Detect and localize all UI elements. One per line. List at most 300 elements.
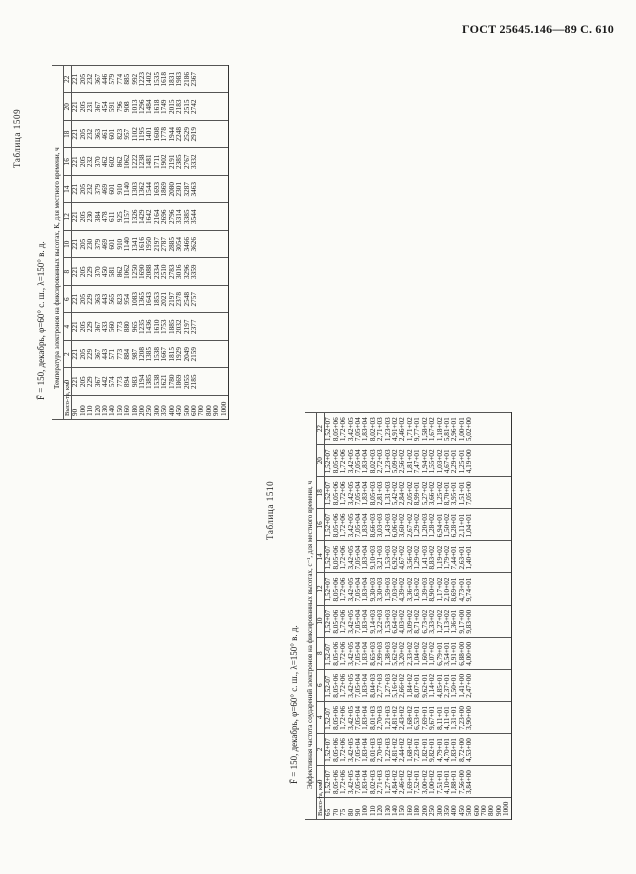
cell-value: 230 xyxy=(86,238,95,250)
cell-value: 8,04+03 xyxy=(368,673,377,698)
height-value: 70 xyxy=(331,808,340,816)
hour-header: 10 xyxy=(317,605,325,637)
cell-value: 1690 xyxy=(138,264,147,279)
height-value: 90 xyxy=(354,808,363,816)
cell-value: 221 xyxy=(71,348,80,360)
cell-value: 1157 xyxy=(123,209,132,224)
cell-value: 2,67+02 xyxy=(405,513,414,538)
cell-value: 1950 xyxy=(145,237,154,252)
cell-value: 5,42+02 xyxy=(391,481,400,506)
cell-value: 8,05+06 xyxy=(331,641,340,666)
cell-value: 4,67+01 xyxy=(442,449,451,474)
cell-value: 1,83+04 xyxy=(361,770,370,794)
cell-value: 823 xyxy=(115,293,124,305)
cell-value: 2186 xyxy=(182,72,191,87)
cell-value: 221 xyxy=(71,376,80,388)
cell-value: 1,72+06 xyxy=(339,545,348,570)
cell-value: 1642 xyxy=(145,209,154,224)
cell-value: 4,53+00 xyxy=(465,738,474,762)
hour-header: 20 xyxy=(64,93,72,121)
cell-value: 1,27+03 xyxy=(383,770,392,794)
cell-value: 231 xyxy=(86,101,95,113)
cell-value: 7,05+04 xyxy=(354,449,363,474)
cell-value: 8,71+02 xyxy=(413,609,422,634)
cell-value: 1,41+03 xyxy=(420,545,429,570)
cell-value: 2529 xyxy=(182,127,191,142)
cell-value: 6,94+01 xyxy=(435,513,444,538)
cell-value: 2015 xyxy=(167,99,176,114)
cell-value: 8,05+06 xyxy=(331,449,340,474)
cell-value: 1,04+01 xyxy=(465,513,474,538)
height-value: 400 xyxy=(450,805,459,816)
page-header: ГОСТ 25645.146—89 С. 610 xyxy=(462,22,614,36)
cell-value: 2164 xyxy=(152,209,161,224)
hour-header: 0 xyxy=(64,368,72,396)
cell-value: 3054 xyxy=(175,237,184,252)
cell-value: 229 xyxy=(86,293,95,305)
cell-value: 205 xyxy=(78,211,87,223)
cell-value: 1,84+02 xyxy=(405,673,414,698)
cell-value: 469 xyxy=(101,183,110,195)
cell-value: 1,83+01 xyxy=(450,738,459,762)
height-value: 900 xyxy=(494,805,503,816)
table-caption: Эффективная частота соударений электронов на фиксированных высотах, с⁻¹, для местного времени, ч xyxy=(305,413,317,820)
cell-value: 2088 xyxy=(145,264,154,279)
cell-value: 2696 xyxy=(160,209,169,224)
cell-value: 454 xyxy=(101,101,110,113)
cell-value: 3626 xyxy=(189,237,198,252)
cell-value: 461 xyxy=(101,128,110,140)
cell-value: 601 xyxy=(108,128,117,140)
cell-value: 1853 xyxy=(152,292,161,307)
cell-value: 1102 xyxy=(130,127,139,142)
cell-value: 1,52+07 xyxy=(324,481,333,506)
cell-value: 205 xyxy=(78,266,87,278)
cell-value: 2185 xyxy=(189,374,198,389)
height-value: 200 xyxy=(420,805,429,816)
cell-value: 6,28+01 xyxy=(450,513,459,538)
cell-value: 1,53+03 xyxy=(383,545,392,570)
height-value: 100 xyxy=(361,805,370,816)
cell-value: 2080 xyxy=(167,182,176,197)
cell-value: 1,60+02 xyxy=(420,641,429,666)
cell-value: 1223 xyxy=(138,72,147,87)
cell-value: 1,40+01 xyxy=(465,545,474,570)
hour-header: 0 xyxy=(317,765,325,797)
cell-value: 987 xyxy=(130,348,139,360)
cell-value: 5,02+00 xyxy=(465,417,474,442)
cell-value: 3,42+05 xyxy=(346,609,355,634)
cell-value: 221 xyxy=(71,183,80,195)
cell-value: 8,11+01 xyxy=(435,706,444,730)
cell-value: 5,09+02 xyxy=(391,449,400,474)
cell-value: 6,64+02 xyxy=(391,609,400,634)
cell-value: 2,46+02 xyxy=(398,770,407,794)
cell-value: 591 xyxy=(108,101,117,113)
height-value: 160 xyxy=(405,805,414,816)
cell-value: 7,47+01 xyxy=(413,449,422,474)
height-value: 700 xyxy=(197,405,206,416)
cell-value: 1929 xyxy=(175,347,184,362)
cell-value: 7,23+00 xyxy=(457,706,466,730)
cell-value: 1,03+02 xyxy=(435,449,444,474)
cell-value: 1693 xyxy=(152,182,161,197)
cell-value: 2787 xyxy=(160,237,169,252)
cell-value: 1,72+06 xyxy=(339,770,348,794)
hour-header: 22 xyxy=(317,413,325,445)
height-value: 140 xyxy=(108,405,117,416)
cell-value: 2377 xyxy=(189,319,198,334)
cell-value: 7,51+01 xyxy=(435,770,444,794)
cell-value: 1,83+04 xyxy=(361,481,370,506)
cell-value: 8,02+03 xyxy=(368,449,377,474)
cell-value: 1,52+07 xyxy=(324,417,333,442)
cell-value: 370 xyxy=(93,266,102,278)
cell-value: 8,05+03 xyxy=(368,481,377,506)
cell-value: 1481 xyxy=(145,154,154,169)
cell-value: 611 xyxy=(108,211,117,223)
height-value: 250 xyxy=(145,405,154,416)
cell-value: 1,31+03 xyxy=(383,481,392,506)
height-value: 250 xyxy=(428,805,437,816)
cell-value: 232 xyxy=(86,73,95,85)
cell-value: 1,20+03 xyxy=(420,513,429,538)
cell-value: 880 xyxy=(123,321,132,333)
cell-value: 3287 xyxy=(182,182,191,197)
value-column xyxy=(72,258,229,286)
cell-value: 8,05+06 xyxy=(331,577,340,602)
cell-value: 2183 xyxy=(175,99,184,114)
height-value: 200 xyxy=(138,405,147,416)
cell-value: 1,83+04 xyxy=(361,513,370,538)
cell-value: 2191 xyxy=(167,154,176,169)
cell-value: 1,29+02 xyxy=(413,513,422,538)
cell-value: 1,31+01 xyxy=(450,706,459,730)
cell-value: 1,41+00 xyxy=(457,673,466,698)
table-title: F̄ = 150, декабрь, φ=60° с. ш., λ=150° в. д. xyxy=(289,625,299,784)
hour-header: 2 xyxy=(64,341,72,369)
cell-value: 7,56+00 xyxy=(457,770,466,794)
height-value: 120 xyxy=(376,805,385,816)
cell-value: 1,18+02 xyxy=(435,417,444,442)
cell-value: 1869 xyxy=(160,182,169,197)
hour-header: 4 xyxy=(317,701,325,733)
cell-value: 1,38+03 xyxy=(383,641,392,666)
cell-value: 8,05+06 xyxy=(331,545,340,570)
table-title: F̄ = 150, декабрь, φ=60° с. ш., λ=150° в. д. xyxy=(36,241,46,400)
height-header: Высо-та, км xyxy=(64,396,72,420)
cell-value: 1,72+06 xyxy=(339,641,348,666)
cell-value: 2757 xyxy=(189,292,198,307)
cell-value: 925 xyxy=(115,211,124,223)
cell-value: 2,81+03 xyxy=(376,481,385,506)
cell-value: 7,05+04 xyxy=(354,481,363,506)
cell-value: 1,72+06 xyxy=(339,609,348,634)
cell-value: 885 xyxy=(123,73,132,85)
cell-value: 1,50+01 xyxy=(450,673,459,698)
cell-value: 3,66+02 xyxy=(428,481,437,506)
cell-value: 5,27+02 xyxy=(420,481,429,506)
cell-value: 1,04+02 xyxy=(413,641,422,666)
hour-header: 18 xyxy=(317,477,325,509)
cell-value: 9,10+03 xyxy=(368,545,377,570)
cell-value: 2367 xyxy=(189,72,198,87)
value-column xyxy=(325,605,511,637)
cell-value: 1296 xyxy=(138,99,147,114)
cell-value: 1,82+01 xyxy=(420,738,429,762)
cell-value: 1195 xyxy=(138,127,147,142)
table-1509 xyxy=(52,65,229,420)
cell-value: 2,29+01 xyxy=(450,449,459,474)
cell-value: 8,99+01 xyxy=(413,481,422,506)
cell-value: 910 xyxy=(115,183,124,195)
cell-value: 478 xyxy=(101,211,110,223)
cell-value: 2,33+02 xyxy=(405,641,414,666)
cell-value: 579 xyxy=(108,73,117,85)
cell-value: 232 xyxy=(86,183,95,195)
cell-value: 9,82+01 xyxy=(428,738,437,762)
height-value: 800 xyxy=(204,405,213,416)
cell-value: 1643 xyxy=(145,292,154,307)
cell-value: 3,56+02 xyxy=(405,545,414,570)
cell-value: 229 xyxy=(86,266,95,278)
cell-value: 1,27+02 xyxy=(435,609,444,634)
cell-value: 1062 xyxy=(123,154,132,169)
value-column xyxy=(72,148,229,176)
cell-value: 1885 xyxy=(167,319,176,334)
cell-value: 4,91+02 xyxy=(391,417,400,442)
value-column xyxy=(325,573,511,605)
cell-value: 7,05+04 xyxy=(354,577,363,602)
cell-value: 1326 xyxy=(130,209,139,224)
cell-value: 7,03+02 xyxy=(391,577,400,602)
cell-value: 1,52+07 xyxy=(324,738,333,762)
cell-value: 1,72+06 xyxy=(339,706,348,730)
cell-value: 3,42+05 xyxy=(346,641,355,666)
cell-value: 2,77+03 xyxy=(376,673,385,698)
cell-value: 1,91+01 xyxy=(450,641,459,666)
cell-value: 1140 xyxy=(123,237,132,252)
cell-value: 894 xyxy=(123,376,132,388)
cell-value: 5,81+01 xyxy=(442,417,451,442)
cell-value: 1,94+02 xyxy=(420,449,429,474)
cell-value: 7,05+04 xyxy=(354,641,363,666)
cell-value: 1222 xyxy=(130,154,139,169)
cell-value: 1608 xyxy=(152,127,161,142)
cell-value: 205 xyxy=(78,293,87,305)
cell-value: 469 xyxy=(101,238,110,250)
cell-value: 1,17+02 xyxy=(435,577,444,602)
cell-value: 1,81+02 xyxy=(405,449,414,474)
cell-value: 379 xyxy=(93,183,102,195)
cell-value: 7,05+04 xyxy=(354,770,363,794)
cell-value: 363 xyxy=(93,293,102,305)
cell-value: 1,63+02 xyxy=(413,577,422,602)
cell-value: 2021 xyxy=(160,292,169,307)
cell-value: 1,52+07 xyxy=(324,513,333,538)
cell-value: 5,16+02 xyxy=(391,673,400,698)
cell-value: 6,06+02 xyxy=(391,513,400,538)
value-column xyxy=(325,541,511,573)
cell-value: 8,72+00 xyxy=(457,738,466,762)
cell-value: 3,95+01 xyxy=(450,481,459,506)
cell-value: 2,43+02 xyxy=(398,706,407,730)
cell-value: 229 xyxy=(86,376,95,388)
cell-value: 1,68+02 xyxy=(405,706,414,730)
cell-value: 1365 xyxy=(138,292,147,307)
cell-value: 1667 xyxy=(160,347,169,362)
cell-value: 2301 xyxy=(175,182,184,197)
table-caption: Температура электронов на фиксированных высотах, К, для местного времени, ч xyxy=(52,66,64,420)
cell-value: 3,84+00 xyxy=(465,770,474,794)
cell-value: 1616 xyxy=(138,237,147,252)
cell-value: 221 xyxy=(71,101,80,113)
cell-value: 1,52-07 xyxy=(324,643,333,666)
height-value: 180 xyxy=(413,805,422,816)
value-column xyxy=(325,765,511,797)
cell-value: 796 xyxy=(115,101,124,113)
cell-value: 221 xyxy=(71,266,80,278)
cell-value: 2,44+02 xyxy=(398,738,407,762)
cell-value: 7,05+04 xyxy=(354,673,363,698)
cell-value: 1,27+03 xyxy=(383,673,392,698)
cell-value: 3,60+02 xyxy=(398,513,407,538)
cell-value: 1,52+07 xyxy=(324,449,333,474)
cell-value: 1,52+07 xyxy=(324,545,333,570)
hour-header: 6 xyxy=(64,286,72,314)
cell-value: 8,69+01 xyxy=(450,577,459,602)
cell-value: 823 xyxy=(115,128,124,140)
cell-value: 4,67+02 xyxy=(398,545,407,570)
cell-value: 3,42+05 xyxy=(346,545,355,570)
cell-value: 462 xyxy=(101,156,110,168)
cell-value: 3016 xyxy=(175,264,184,279)
height-value: 350 xyxy=(442,805,451,816)
cell-value: 9,17+00 xyxy=(457,609,466,634)
cell-value: 2032 xyxy=(175,319,184,334)
cell-value: 2796 xyxy=(167,209,176,224)
cell-value: 1,83+04 xyxy=(361,417,370,442)
cell-value: 7,05+00 xyxy=(465,481,474,506)
cell-value: 3314 xyxy=(175,209,184,224)
cell-value: 8,02+03 xyxy=(368,770,377,794)
cell-value: 1,72+06 xyxy=(339,481,348,506)
cell-value: 1,23+03 xyxy=(383,449,392,474)
cell-value: 7,05+04 xyxy=(354,545,363,570)
cell-value: 1815 xyxy=(167,347,176,362)
cell-value: 5,62+02 xyxy=(391,641,400,666)
value-column xyxy=(72,66,229,94)
table-label: Таблица 1509 xyxy=(12,108,22,168)
cell-value: 1062 xyxy=(123,264,132,279)
height-value: 450 xyxy=(175,405,184,416)
hour-header: 18 xyxy=(64,121,72,149)
cell-value: 4,19+00 xyxy=(465,449,474,474)
cell-value: 1083 xyxy=(130,292,139,307)
cell-value: 1535 xyxy=(152,72,161,87)
cell-value: 1,72+06 xyxy=(339,738,348,762)
value-column xyxy=(325,733,511,765)
cell-value: 4,84+02 xyxy=(391,770,400,794)
value-column xyxy=(325,701,511,733)
cell-value: 4,70+01 xyxy=(442,738,451,762)
cell-value: 205 xyxy=(78,101,87,113)
cell-value: 1362 xyxy=(138,182,147,197)
cell-value: 205 xyxy=(78,238,87,250)
cell-value: 601 xyxy=(108,183,117,195)
cell-value: 2,47+00 xyxy=(465,673,474,698)
height-value: 500 xyxy=(182,405,191,416)
cell-value: 3,36+02 xyxy=(405,577,414,602)
cell-value: 230 xyxy=(86,211,95,223)
cell-value: 1,83+04 xyxy=(361,641,370,666)
cell-value: 8,05+06 xyxy=(331,738,340,762)
cell-value: 2197 xyxy=(167,292,176,307)
value-column xyxy=(72,203,229,231)
cell-value: 1238 xyxy=(138,154,147,169)
height-value: 110 xyxy=(368,805,377,816)
cell-value: 205 xyxy=(78,128,87,140)
cell-value: 433 xyxy=(101,321,110,333)
cell-value: 6,79+01 xyxy=(435,641,444,666)
cell-value: 773 xyxy=(115,321,124,333)
cell-value: 1,13+02 xyxy=(442,609,451,634)
cell-value: 1429 xyxy=(138,209,147,224)
cell-value: 1,58+02 xyxy=(420,417,429,442)
cell-value: 2,05+02 xyxy=(405,481,414,506)
height-value: 160 xyxy=(123,405,132,416)
cell-value: 1,68+02 xyxy=(405,738,414,762)
cell-value: 1621 xyxy=(160,374,169,389)
cell-value: 2,96+01 xyxy=(450,417,459,442)
cell-value: 1778 xyxy=(160,127,169,142)
cell-value: 1,52+07 xyxy=(324,577,333,602)
table-label: Таблица 1510 xyxy=(265,480,275,540)
cell-value: 7,05+04 xyxy=(354,738,363,762)
cell-value: 1401 xyxy=(145,127,154,142)
cell-value: 8,05+06 xyxy=(331,609,340,634)
cell-value: 1,23+03 xyxy=(383,417,392,442)
height-value: 130 xyxy=(101,405,110,416)
cell-value: 2767 xyxy=(182,154,191,169)
cell-value: 7,23+01 xyxy=(413,738,422,762)
cell-value: 1,50+02 xyxy=(442,513,451,538)
cell-value: 4,79+01 xyxy=(435,738,444,762)
height-value: 800 xyxy=(487,805,496,816)
cell-value: 3544 xyxy=(189,209,198,224)
hour-header: 8 xyxy=(317,637,325,669)
cell-value: 1538 xyxy=(152,374,161,389)
cell-value: 3,33+02 xyxy=(428,609,437,634)
value-column xyxy=(325,509,511,541)
cell-value: 229 xyxy=(86,321,95,333)
cell-value: 992 xyxy=(130,73,139,85)
cell-value: 8,70+01 xyxy=(442,481,451,506)
table-data-row xyxy=(72,66,229,420)
cell-value: 1,14+02 xyxy=(428,673,437,698)
hour-header: 10 xyxy=(64,231,72,259)
cell-value: 1,19+02 xyxy=(435,545,444,570)
cell-value: 581 xyxy=(108,266,117,278)
hour-header: 14 xyxy=(64,176,72,204)
cell-value: 2,70+03 xyxy=(376,706,385,730)
cell-value: 601 xyxy=(108,238,117,250)
cell-value: 6,88+00 xyxy=(457,641,466,666)
cell-value: 7,05+04 xyxy=(354,706,363,730)
cell-value: 3466 xyxy=(182,237,191,252)
cell-value: 1610 xyxy=(152,319,161,334)
cell-value: 1,72+06 xyxy=(339,577,348,602)
